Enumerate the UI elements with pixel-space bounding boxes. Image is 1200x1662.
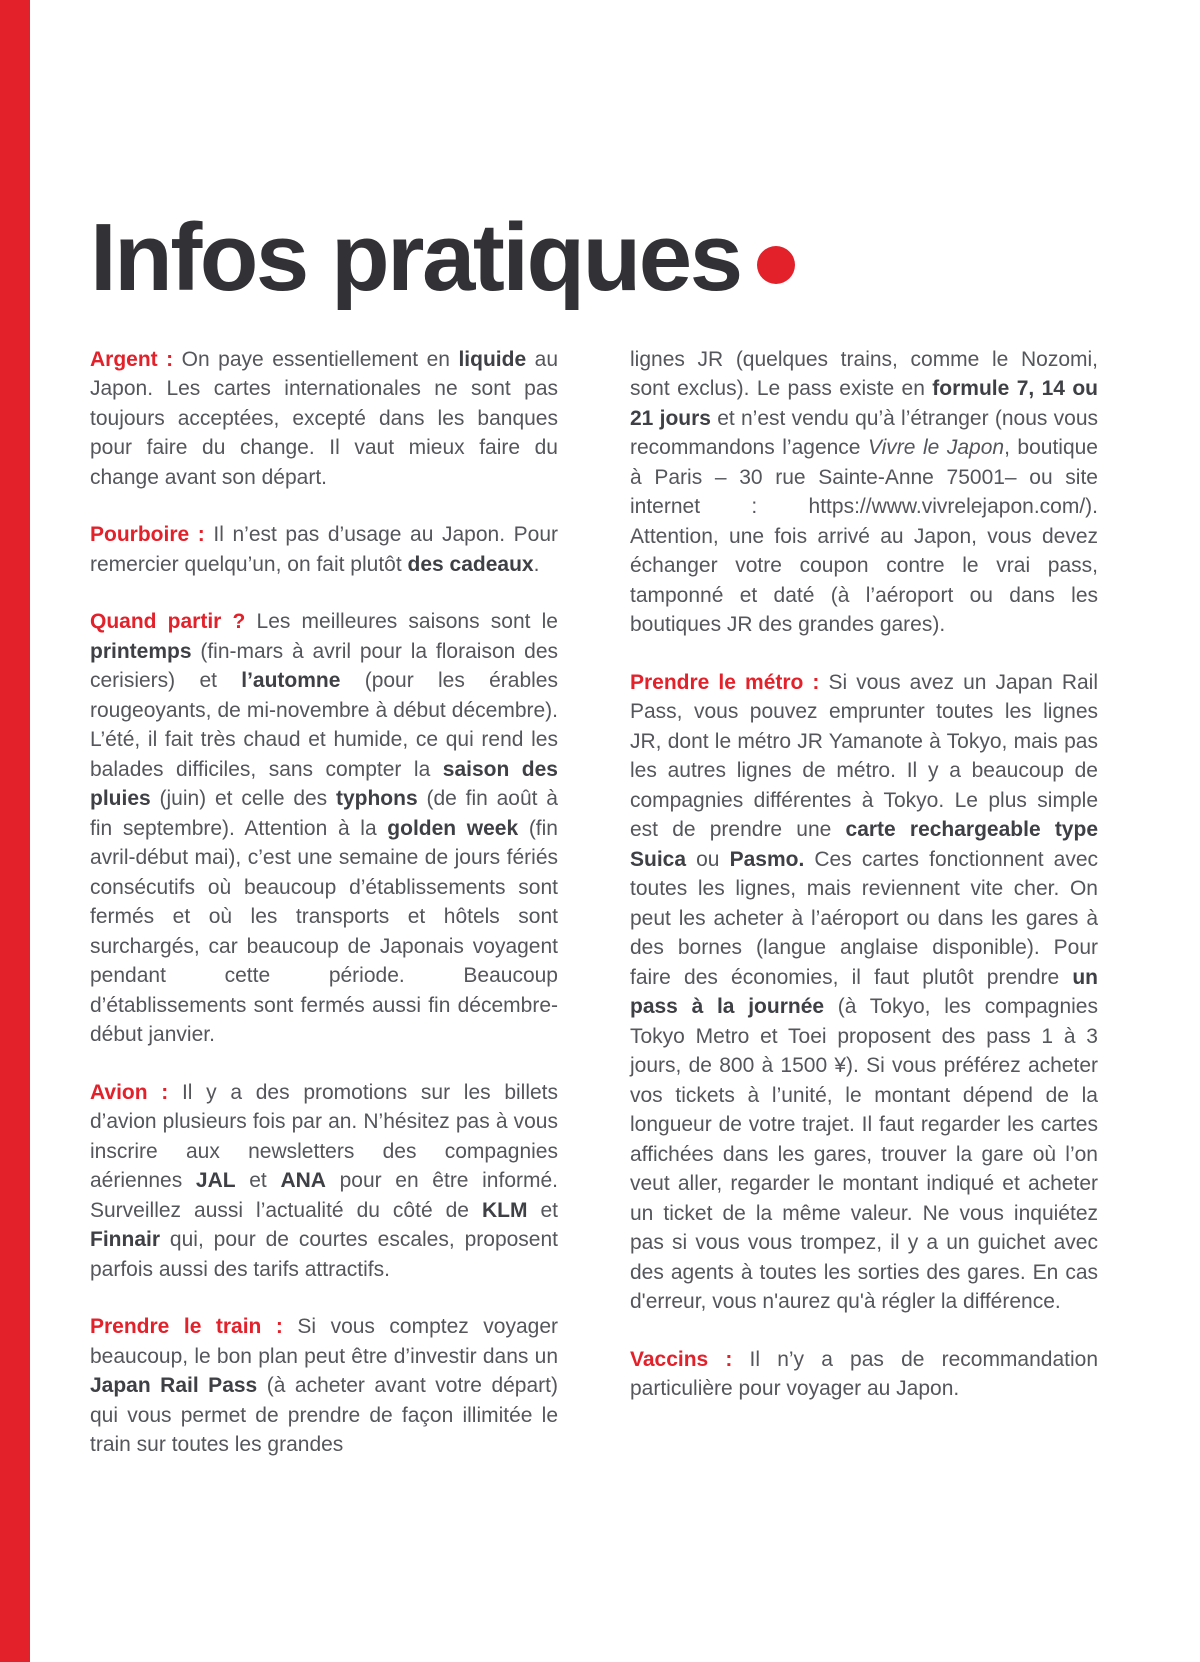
section-train-suite	[630, 345, 1098, 640]
text-run: Il n’y a pas de recommandation particulière pour voyager au Japon.	[630, 1347, 1099, 1401]
section-prendre-le-train	[90, 1312, 558, 1460]
bold-text: saison des pluies	[90, 757, 558, 811]
text-run: (à acheter avant votre départ) qui vous permet de prendre de façon illimitée le train sur toutes les grandes	[90, 1374, 558, 1457]
text-run: , boutique à Paris – 30 rue Sainte-Anne 75001– ou site internet : https://www.vivrelejapon.com/). Attention, une fois arrivé au Japon, vous devez échanger votre coupon contre le vrai pass, tamponné et daté (à l’aéroport ou dans les boutiques JR des grandes gares).	[630, 436, 1098, 637]
text-run: .	[533, 552, 540, 576]
page-title: Infos pratiques	[90, 204, 741, 311]
section-avion	[90, 1078, 558, 1285]
text-run: lignes JR (quelques trains, comme le Nozomi, sont exclus). Le pass existe en	[630, 347, 1098, 401]
red-dot-icon	[757, 246, 795, 284]
text-run: (de fin août à fin septembre). Attention à la	[90, 787, 558, 840]
bold-text: Japan Rail Pass	[90, 1374, 258, 1398]
bold-text: Pasmo.	[729, 847, 805, 871]
right-column	[630, 345, 1098, 1460]
bold-text: golden week	[387, 816, 519, 840]
bold-text: ANA	[280, 1169, 326, 1193]
bold-text: des cadeaux	[407, 552, 534, 576]
section-vaccins	[630, 1345, 1098, 1404]
content	[90, 205, 1098, 1460]
bold-text: liquide	[458, 347, 527, 371]
text-run: Les meilleures saisons sont le	[256, 610, 558, 634]
title-row	[90, 205, 1098, 311]
italic-text: Vivre le Japon	[868, 436, 1005, 460]
text-run: (fin-mars à avril pour la floraison des cerisiers) et	[90, 639, 558, 693]
text-run: (pour les érables rougeoyants, de mi-novembre à début décembre). L’été, il fait très chaud et humide, ce qui rend les balades difficiles, sans compter la	[90, 669, 558, 781]
red-accent-bar	[0, 0, 30, 1662]
section-heading: Argent :	[90, 347, 182, 371]
section-argent	[90, 345, 558, 493]
text-run: Ces cartes fonctionnent avec toutes les lignes, mais reviennent vite cher. On peut les acheter à l’aéroport ou dans les gares à des bornes (langue anglaise disponible). Pour faire des économies, il faut plutôt prendre	[630, 847, 1098, 989]
bold-text: KLM	[481, 1198, 528, 1222]
bold-text: formule 7, 14 ou 21 jours	[630, 377, 1098, 430]
text-run: au Japon. Les cartes internationales ne sont pas toujours acceptées, excepté dans les banques pour faire du change. Il vaut mieux faire du change avant son départ.	[90, 347, 558, 489]
text-run: ou	[686, 847, 730, 871]
bold-text: un pass à la journée	[630, 965, 1098, 1019]
text-run: (fin avril-début mai), c’est une semaine de jours fériés consécutifs où beaucoup d’établissements sont fermés et où les transports et hôtels sont surchargés, car beaucoup de Japonais voyagent pendant cette période. Beaucoup d’établissements sont fermés aussi fin décembre-début janvier.	[90, 816, 558, 1047]
section-heading: Avion :	[90, 1080, 182, 1104]
section-heading: Prendre le métro :	[630, 670, 829, 694]
text-run: Il y a des promotions sur les billets d’avion plusieurs fois par an. N’hésitez pas à vous inscrire aux newsletters des compagnies aériennes	[90, 1080, 559, 1193]
text-run: (à Tokyo, les compagnies Tokyo Metro et Toei proposent des pass 1 à 3 jours, de 800 à 1500 ¥). Si vous préférez acheter vos tickets à l’unité, le montant dépend de la longueur de votre trajet. Il faut regarder les cartes affichées dans les gares, trouver la gare où l’on veut aller, regarder le montant indiqué et acheter un ticket de la même valeur. Ne vous inquiétez pas si vous vous trompez, il y a un guichet avec des agents à toutes les sorties des gares. En cas d'erreur, vous n'aurez qu'à régler la différence.	[630, 995, 1098, 1314]
text-run: et	[527, 1198, 558, 1222]
text-run: Si vous avez un Japan Rail Pass, vous pouvez emprunter toutes les lignes JR, dont le métro JR Yamanote à Tokyo, mais pas les autres lignes de métro. Il y a beaucoup de compagnies différentes à Tokyo. Le plus simple est de prendre une	[630, 670, 1098, 842]
bold-text: carte rechargeable type Suica	[630, 818, 1098, 871]
text-run: On paye essentiellement en	[181, 347, 459, 371]
bold-text: JAL	[195, 1169, 236, 1193]
text-run: et n’est vendu qu’à l’étranger (nous vous recommandons l’agence	[630, 406, 1098, 460]
bold-text: Finnair	[90, 1228, 161, 1252]
section-heading: Prendre le train :	[90, 1315, 298, 1339]
section-pourboire	[90, 520, 558, 579]
bold-text: printemps	[90, 639, 192, 663]
text-run: Il n’est pas d’usage au Japon. Pour remercier quelqu’un, on fait plutôt	[90, 523, 558, 576]
bold-text: l’automne	[241, 669, 341, 693]
text-run: pour en être informé. Surveillez aussi l’actualité du côté de	[90, 1169, 559, 1222]
text-run: qui, pour de courtes escales, proposent parfois aussi des tarifs attractifs.	[90, 1228, 558, 1281]
columns	[90, 345, 1098, 1460]
text-run: (juin) et celle des	[150, 787, 336, 811]
section-heading: Vaccins :	[630, 1347, 750, 1371]
text-run: et	[235, 1169, 281, 1193]
left-column	[90, 345, 558, 1460]
section-heading: Quand partir ?	[90, 610, 257, 634]
section-quand-partir	[90, 607, 558, 1050]
bold-text: typhons	[335, 787, 418, 811]
section-prendre-le-metro	[630, 668, 1098, 1317]
text-run: Si vous comptez voyager beaucoup, le bon plan peut être d’investir dans un	[90, 1315, 559, 1368]
section-heading: Pourboire :	[90, 523, 214, 547]
